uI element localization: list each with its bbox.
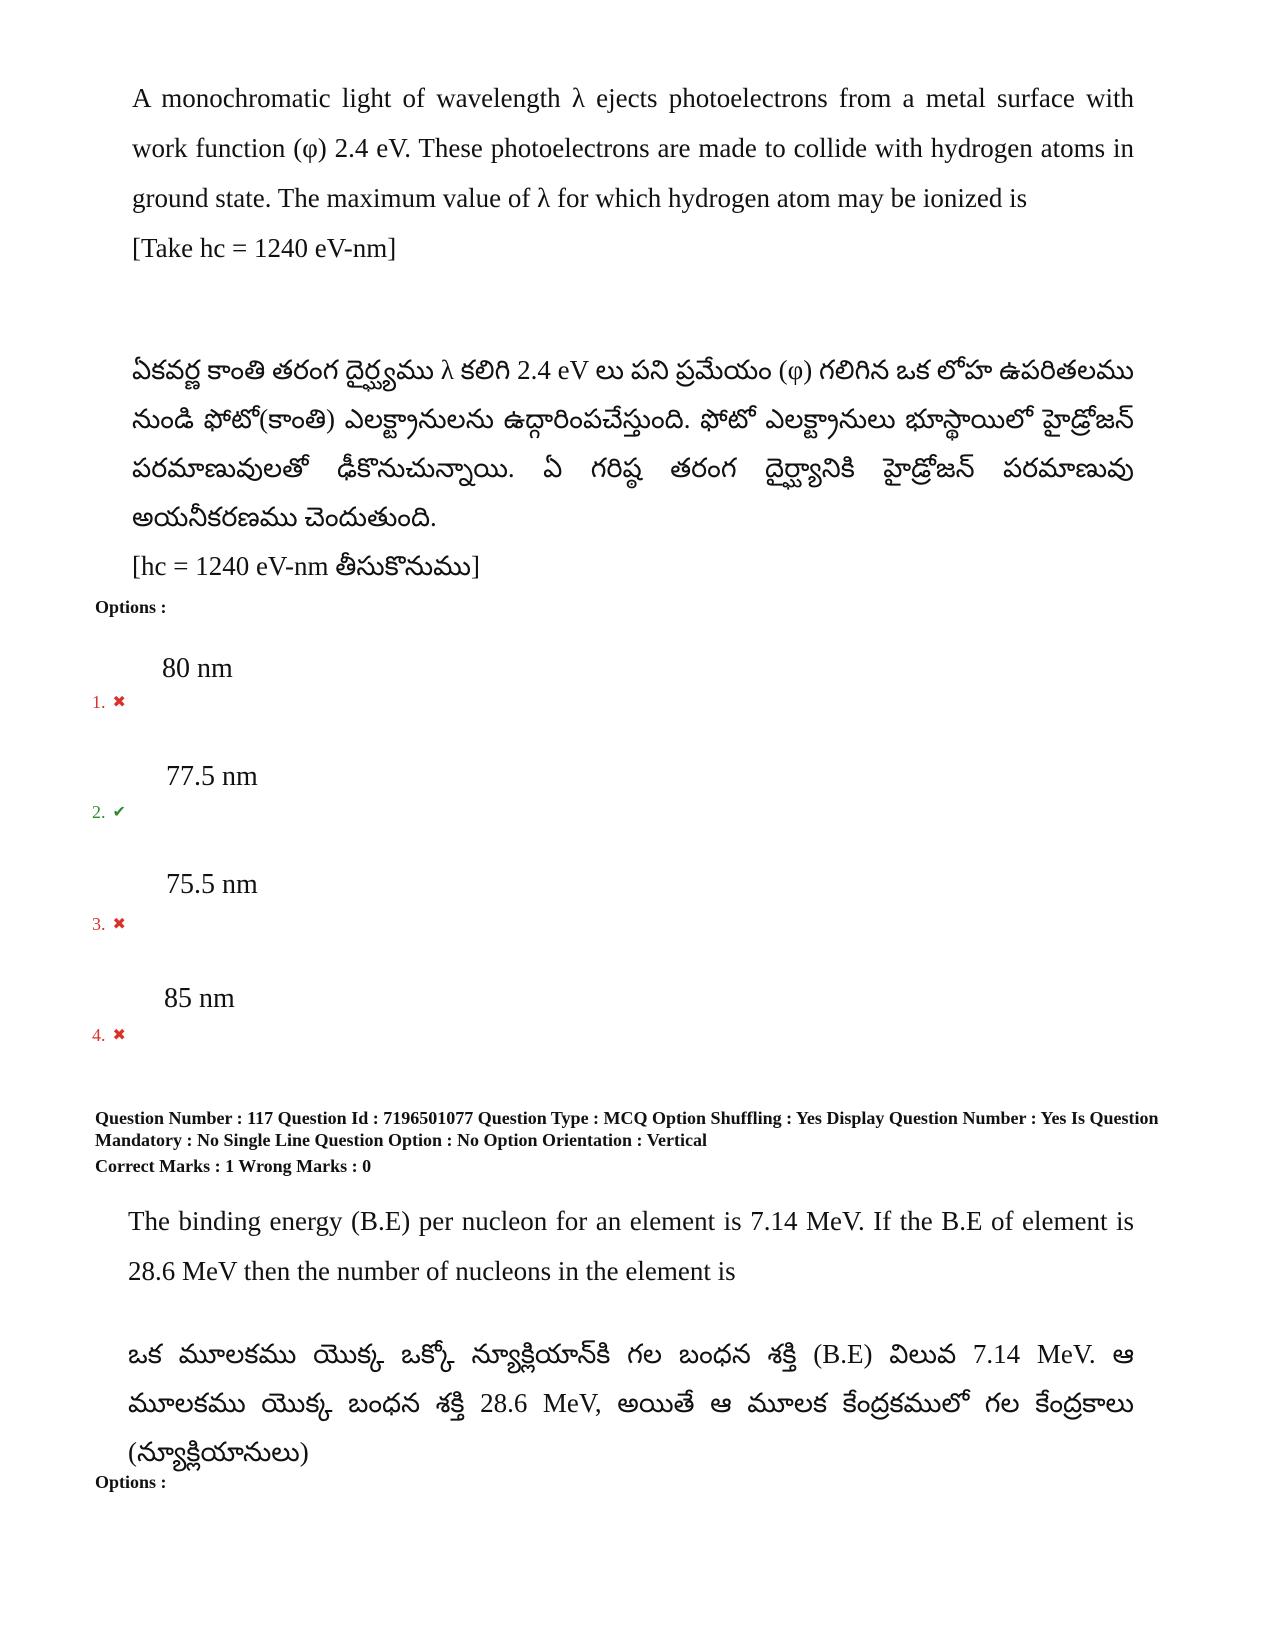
question-117-stem: The binding energy (B.E) per nucleon for an element is 7.14 MeV. If the B.E of element is 28.6 MeV then the number of nucleons in the element is <box>128 1206 1134 1286</box>
options-label-117: Options : <box>95 1472 167 1492</box>
option-4-number <box>92 1025 126 1046</box>
option-4-label: 4. <box>92 1025 106 1045</box>
question-116-stem-telugu: ఏకవర్ణ కాంతి తరంగ దైర్ఘ్యము λ కలిగి 2.4 eV లు పని ప్రమేయం (φ) గలిగిన ఒక లోహ ఉపరితలము నుండి ఫోటో(కాంతి) ఎలక్ట్రానులను ఉద్గారింపచేస్తుంది. ఫోటో ఎలక్ట్రానులు భూస్థాయిలో హైడ్రోజన్ పరమాణువులతో ఢీకొనుచున్నాయి. ఏ గరిష్ఠ తరంగ దైర్ఘ్యానికి హైడ్రోజన్ పరమాణువు అయనీకరణము చెందుతుంది. <box>132 355 1134 532</box>
question-117-marks: Correct Marks : 1 Wrong Marks : 0 <box>95 1156 372 1176</box>
wrong-cross-icon: ✖ <box>112 916 126 933</box>
option-2-text: 77.5 nm <box>166 761 258 792</box>
option-3-label: 3. <box>92 914 106 934</box>
option-4-text: 85 nm <box>164 983 235 1014</box>
question-116-hint: [Take hc = 1240 eV-nm] <box>132 233 397 263</box>
question-117-meta-line1: Question Number : 117 Question Id : 7196501077 Question Type : MCQ Option Shuffling : Yes Display Question Number : Yes Is Question Mandatory : No Single Line Question Option : No Option Orientation : Vertical <box>95 1108 1159 1150</box>
question-116-telugu <box>132 346 1134 591</box>
option-3-text: 75.5 nm <box>166 869 258 900</box>
wrong-cross-icon: ✖ <box>112 1027 126 1044</box>
options-label-116: Options : <box>95 597 167 617</box>
option-1-number <box>92 692 126 713</box>
wrong-cross-icon: ✖ <box>112 694 126 711</box>
question-117-stem-telugu: ఒక మూలకము యొక్క ఒక్కో న్యూక్లియాన్‌కి గల బంధన శక్తి (B.E) విలువ 7.14 MeV. ఆ మూలకము యొక్క బంధన శక్తి 28.6 MeV, అయితే ఆ మూలక కేంద్రకములో గల కేంద్రకాలు (న్యూక్లియానులు) <box>128 1339 1134 1467</box>
question-117-telugu <box>128 1330 1134 1477</box>
option-2-label: 2. <box>92 802 106 822</box>
option-3-number <box>92 914 126 935</box>
option-1-text: 80 nm <box>162 653 233 684</box>
correct-check-icon: ✔ <box>112 804 126 821</box>
question-117-meta <box>95 1107 1225 1177</box>
option-2-number <box>92 802 126 823</box>
option-1-label: 1. <box>92 692 106 712</box>
question-116-stem: A monochromatic light of wavelength λ ejects photoelectrons from a metal surface with work function (φ) 2.4 eV. These photoelectrons are made to collide with hydrogen atoms in ground state. The maximum value of λ for which hydrogen atom may be ionized is <box>132 83 1134 213</box>
question-117-english <box>128 1196 1134 1296</box>
question-116-hint-telugu: [hc = 1240 eV-nm తీసుకొనుము] <box>132 551 480 581</box>
question-116-english <box>132 73 1134 273</box>
